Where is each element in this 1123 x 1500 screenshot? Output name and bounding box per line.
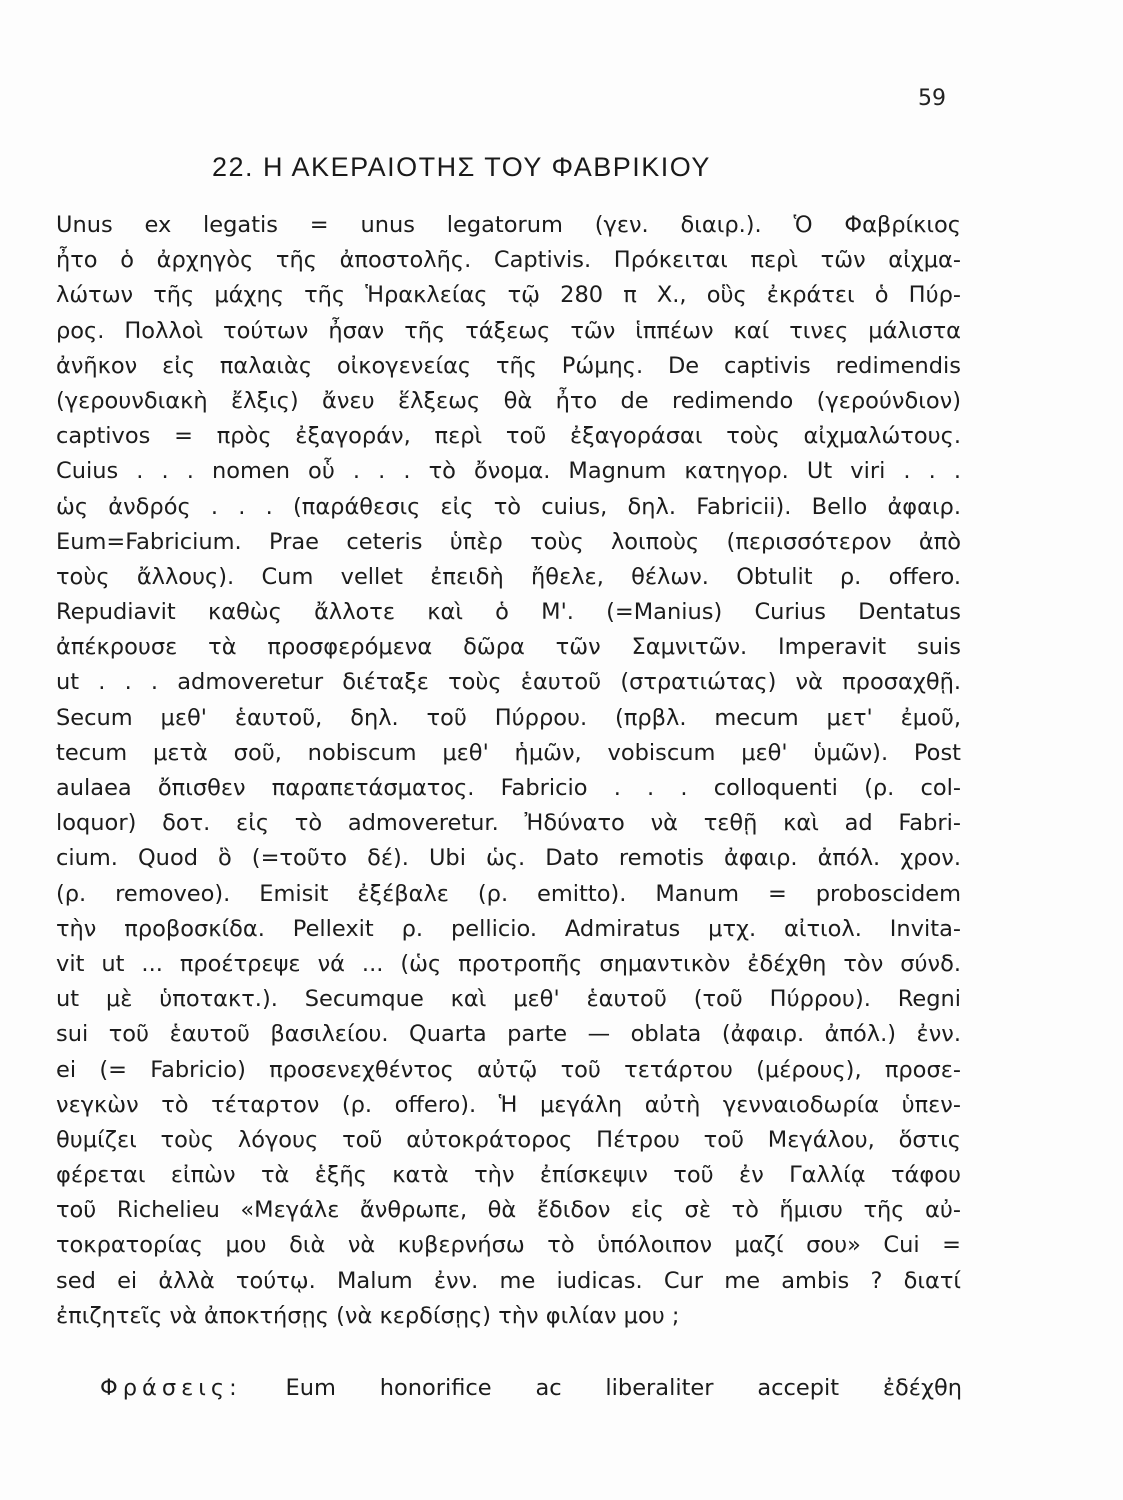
text-line: cium. Quod ὃ (=τοῦτο δέ). Ubi ὡς. Dato remotis ἀφαιρ. ἀπόλ. χρον.: [56, 845, 961, 872]
text-line: ἐπιζητεῖς νὰ ἀποκτήσῃς (νὰ κερδίσῃς) τὴν φιλίαν μου ;: [56, 1302, 680, 1329]
text-line: Unus ex legatis = unus legatorum (γεν. διαιρ.). Ὁ Φαβρίκιος: [56, 212, 961, 238]
text-line: τοὺς ἄλλους). Cum vellet ἐπειδὴ ἤθελε, θέλων. Obtulit ρ. offero.: [56, 563, 961, 590]
text-line: sui τοῦ ἑαυτοῦ βασιλείου. Quarta parte — oblata (ἀφαιρ. ἀπόλ.) ἐνν.: [56, 1021, 961, 1048]
phrases-label: Φράσεις:: [100, 1375, 242, 1401]
text-line: loquor) δοτ. εἰς τὸ admoveretur. Ἠδύνατο νὰ τεθῇ καὶ ad Fabri-: [56, 810, 961, 837]
text-line: ut . . . admoveretur διέταξε τοὺς ἑαυτοῦ (στρατιώτας) νὰ προσαχθῇ.: [56, 669, 961, 696]
text-line: ei (= Fabricio) προσενεχθέντος αὐτῷ τοῦ τετάρτου (μέρους), προσε-: [56, 1056, 961, 1083]
text-line: Cuius . . . nomen οὗ . . . τὸ ὄνομα. Magnum κατηγορ. Ut viri . . .: [56, 458, 961, 485]
text-line: ἦτο ὁ ἀρχηγὸς τῆς ἀποστολῆς. Captivis. Πρόκειται περὶ τῶν αἰχμα-: [56, 247, 961, 274]
text-line: captivos = πρὸς ἐξαγοράν, περὶ τοῦ ἐξαγοράσαι τοὺς αἰχμαλώτους.: [56, 423, 961, 450]
text-line: νεγκὼν τὸ τέταρτον (ρ. offero). Ἡ μεγάλη αὐτὴ γενναιοδωρία ὑπεν-: [56, 1091, 961, 1118]
page-number: 59: [918, 86, 946, 111]
text-line: aulaea ὄπισθεν παραπετάσματος. Fabricio . . . colloquenti (ρ. col-: [56, 775, 961, 801]
text-line: φέρεται εἰπὼν τὰ ἑξῆς κατὰ τὴν ἐπίσκεψιν τοῦ ἐν Γαλλίᾳ τάφου: [56, 1162, 961, 1189]
text-line: ρος. Πολλοὶ τούτων ἦσαν τῆς τάξεως τῶν ἱππέων καί τινες μάλιστα: [56, 317, 961, 344]
text-line: ἀνῆκον εἰς παλαιὰς οἰκογενείας τῆς Ρώμης. De captivis redimendis: [56, 352, 961, 379]
text-line: ut μὲ ὑποτακτ.). Secumque καὶ μεθ' ἑαυτοῦ (τοῦ Πύρρου). Regni: [56, 986, 961, 1013]
text-line: sed ei ἀλλὰ τούτῳ. Malum ἐνν. me iudicas. Cur me ambis ? διατί: [56, 1267, 961, 1294]
text-line: vit ut ... προέτρεψε νά ... (ὡς προτροπῆς σημαντικὸν ἐδέχθη τὸν σύνδ.: [56, 950, 961, 977]
commentary-body: [56, 208, 961, 1334]
section-title: 22. Η ΑΚΕΡΑΙΟΤΗΣ ΤΟΥ ΦΑΒΡΙΚΙΟΥ: [212, 152, 711, 182]
phrases-text: Eum honorifice ac liberaliter accepit ἐδέχθη: [285, 1375, 962, 1401]
text-line: Eum=Fabricium. Prae ceteris ὑπὲρ τοὺς λοιποὺς (περισσότερον ἀπὸ: [56, 528, 961, 555]
phrases-line: [100, 1371, 962, 1406]
text-line: (ρ. removeo). Emisit ἐξέβαλε (ρ. emitto). Manum = proboscidem: [56, 880, 961, 907]
text-line: Repudiavit καθὼς ἄλλοτε καὶ ὁ Μ'. (=Manius) Curius Dentatus: [56, 599, 961, 626]
text-line: λώτων τῆς μάχης τῆς Ἡρακλείας τῷ 280 π Χ., οὓς ἐκράτει ὁ Πύρ-: [56, 282, 961, 309]
text-line: (γερουνδιακὴ ἔλξις) ἄνευ ἕλξεως θὰ ἦτο de redimendo (γερούνδιον): [56, 387, 961, 414]
text-line: ἀπέκρουσε τὰ προσφερόμενα δῶρα τῶν Σαμνιτῶν. Imperavit suis: [56, 634, 961, 661]
text-line: θυμίζει τοὺς λόγους τοῦ αὐτοκράτορος Πέτρου τοῦ Μεγάλου, ὅστις: [56, 1126, 961, 1153]
text-line: tecum μετὰ σοῦ, nobiscum μεθ' ἡμῶν, vobiscum μεθ' ὑμῶν). Post: [56, 739, 961, 766]
text-line: Secum μεθ' ἑαυτοῦ, δηλ. τοῦ Πύρρου. (πρβλ. mecum μετ' ἐμοῦ,: [56, 704, 961, 731]
text-line: τοῦ Richelieu «Μεγάλε ἄνθρωπε, θὰ ἔδιδον εἰς σὲ τὸ ἥμισυ τῆς αὐ-: [56, 1197, 961, 1224]
text-line: τὴν προβοσκίδα. Pellexit ρ. pellicio. Admiratus μτχ. αἰτιολ. Invita-: [56, 915, 961, 942]
text-line: τοκρατορίας μου διὰ νὰ κυβερνήσω τὸ ὑπόλοιπον μαζί σου» Cui =: [56, 1232, 961, 1259]
text-line: ὡς ἀνδρός . . . (παράθεσις εἰς τὸ cuius, δηλ. Fabricii). Bello ἀφαιρ.: [56, 493, 961, 520]
